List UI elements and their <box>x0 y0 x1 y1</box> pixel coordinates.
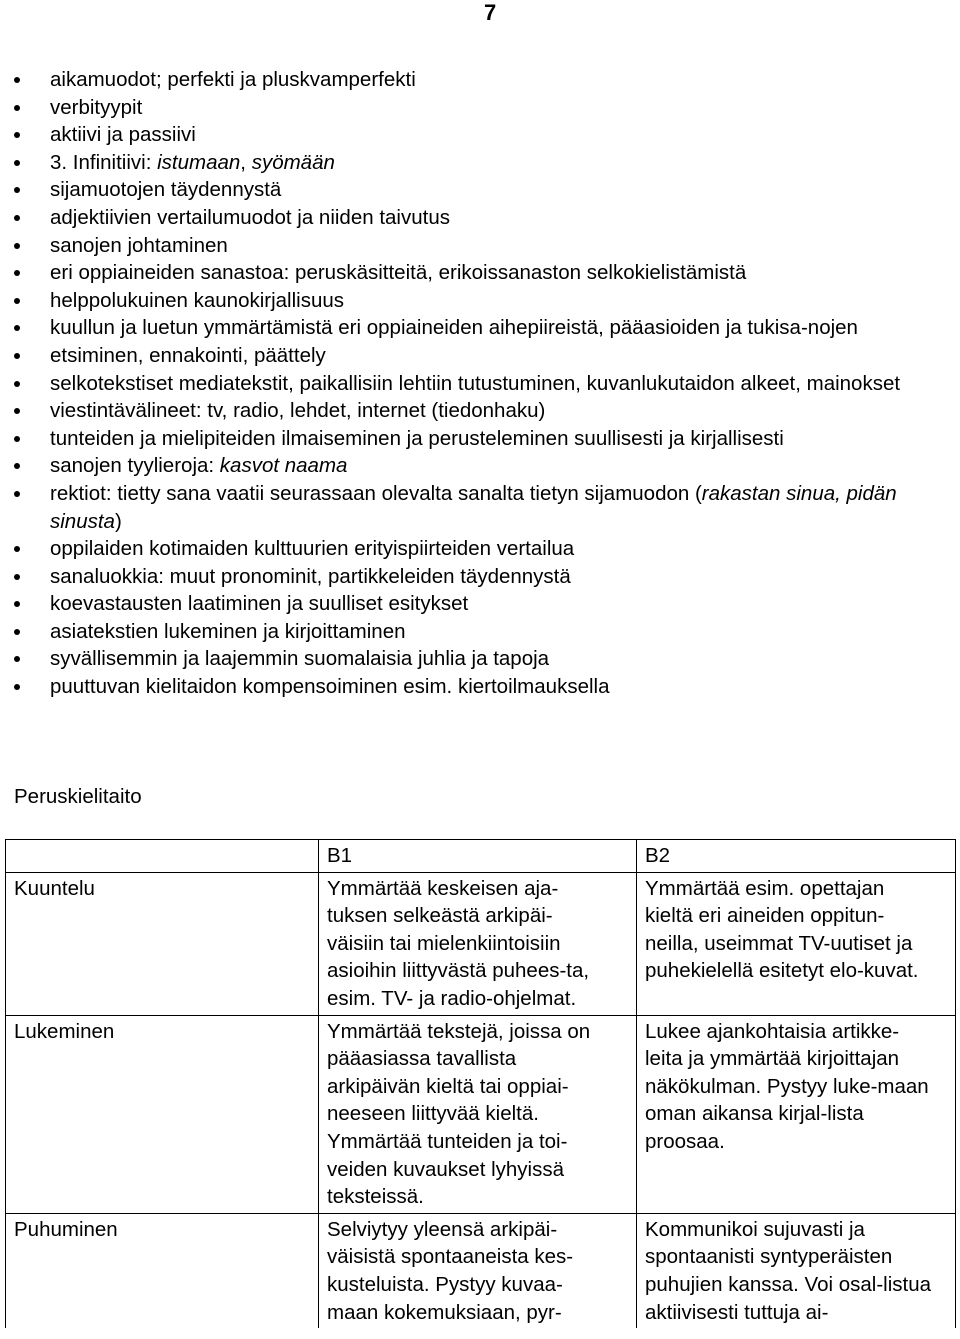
bullet-icon <box>14 132 20 138</box>
table-header-empty <box>6 840 319 873</box>
bullet-icon <box>14 408 20 414</box>
page-number: 7 <box>484 0 497 25</box>
bullet-icon <box>14 463 20 469</box>
bullet-icon <box>14 353 20 359</box>
list-item: helppolukuinen kaunokirjallisuus <box>0 287 940 315</box>
table-row <box>6 1213 956 1328</box>
list-item: aikamuodot; perfekti ja pluskvamperfekti <box>0 66 940 94</box>
b2-description: Kommunikoi sujuvasti ja spontaanisti syntyperäisten puhujien kanssa. Voi osal-listua aktiivisesti tuttuja ai- <box>637 1213 956 1328</box>
b1-description: Ymmärtää keskeisen aja-tuksen selkeästä arkipäi-väisiin tai mielenkiintoisiin asioihin liittyvästä puhees-ta, esim. TV- ja radio-ohjelmat. <box>319 872 637 1015</box>
list-item: eri oppiaineiden sanastoa: peruskäsitteitä, erikoissanaston selkokielistämistä <box>0 259 940 287</box>
list-item: puuttuvan kielitaidon kompensoiminen esim. kiertoilmauksella <box>0 673 940 701</box>
b1-description: Selviytyy yleensä arkipäi-väisistä spontaaneista kes-kusteluista. Pystyy kuvaa-maan kokemuksiaan, pyr- <box>319 1213 637 1328</box>
list-item: kuullun ja luetun ymmärtämistä eri oppiaineiden aihepiireistä, pääasioiden ja tukisa-nojen <box>0 314 910 342</box>
topic-list <box>0 66 950 701</box>
bullet-icon <box>14 77 20 83</box>
list-item: aktiivi ja passiivi <box>0 121 940 149</box>
list-item: viestintävälineet: tv, radio, lehdet, internet (tiedonhaku) <box>0 397 940 425</box>
list-item: asiatekstien lukeminen ja kirjoittaminen <box>0 618 940 646</box>
section-title: Peruskielitaito <box>14 785 142 808</box>
list-item: syvällisemmin ja laajemmin suomalaisia juhlia ja tapoja <box>0 645 940 673</box>
list-item: tunteiden ja mielipiteiden ilmaiseminen ja perusteleminen suullisesti ja kirjallisesti <box>0 425 940 453</box>
list-item: sanojen tyylieroja: kasvot naama <box>0 452 940 480</box>
list-item: adjektiivien vertailumuodot ja niiden taivutus <box>0 204 940 232</box>
bullet-icon <box>14 574 20 580</box>
table-header-b2: B2 <box>637 840 956 873</box>
skill-label: Kuuntelu <box>6 872 319 1015</box>
table-row <box>6 1015 956 1213</box>
bullet-icon <box>14 656 20 662</box>
b1-description: Ymmärtää tekstejä, joissa on pääasiassa tavallista arkipäivän kieltä tai oppiai-neeseen liittyvää kieltä. Ymmärtää tunteiden ja toi-veiden kuvaukset lyhyissä teksteissä. <box>319 1015 637 1213</box>
bullet-icon <box>14 491 20 497</box>
list-item: sanojen johtaminen <box>0 232 940 260</box>
bullet-icon <box>14 187 20 193</box>
list-item: oppilaiden kotimaiden kulttuurien erityispiirteiden vertailua <box>0 535 940 563</box>
proficiency-table <box>5 839 956 1328</box>
list-item: koevastausten laatiminen ja suulliset esitykset <box>0 590 940 618</box>
table-header-row <box>6 840 956 873</box>
bullet-icon <box>14 243 20 249</box>
table-row <box>6 872 956 1015</box>
bullet-icon <box>14 270 20 276</box>
bullet-icon <box>14 105 20 111</box>
list-item: 3. Infinitiivi: istumaan, syömään <box>0 149 940 177</box>
bullet-icon <box>14 215 20 221</box>
list-item: sijamuotojen täydennystä <box>0 176 940 204</box>
bullet-icon <box>14 629 20 635</box>
bullet-icon <box>14 436 20 442</box>
table-header-b1: B1 <box>319 840 637 873</box>
list-item: sanaluokkia: muut pronominit, partikkeleiden täydennystä <box>0 563 940 591</box>
bullet-icon <box>14 160 20 166</box>
bullet-icon <box>14 325 20 331</box>
skill-label: Puhuminen <box>6 1213 319 1328</box>
b2-description: Lukee ajankohtaisia artikke-leita ja ymmärtää kirjoittajan näkökulman. Pystyy luke-maan oman aikansa kirjal-lista proosaa. <box>637 1015 956 1213</box>
b2-description: Ymmärtää esim. opettajan kieltä eri aineiden oppitun-neilla, useimmat TV-uutiset ja puhekielellä esitetyt elo-kuvat. <box>637 872 956 1015</box>
bullet-icon <box>14 298 20 304</box>
bullet-icon <box>14 546 20 552</box>
skill-label: Lukeminen <box>6 1015 319 1213</box>
list-item: etsiminen, ennakointi, päättely <box>0 342 940 370</box>
bullet-icon <box>14 601 20 607</box>
list-item: selkotekstiset mediatekstit, paikallisiin lehtiin tutustuminen, kuvanlukutaidon alkeet, mainokset <box>0 370 940 398</box>
list-item: rektiot: tietty sana vaatii seurassaan olevalta sanalta tietyn sijamuodon (rakastan sinua, pidän sinusta) <box>0 480 900 535</box>
list-item: verbityypit <box>0 94 940 122</box>
bullet-icon <box>14 684 20 690</box>
bullet-icon <box>14 381 20 387</box>
